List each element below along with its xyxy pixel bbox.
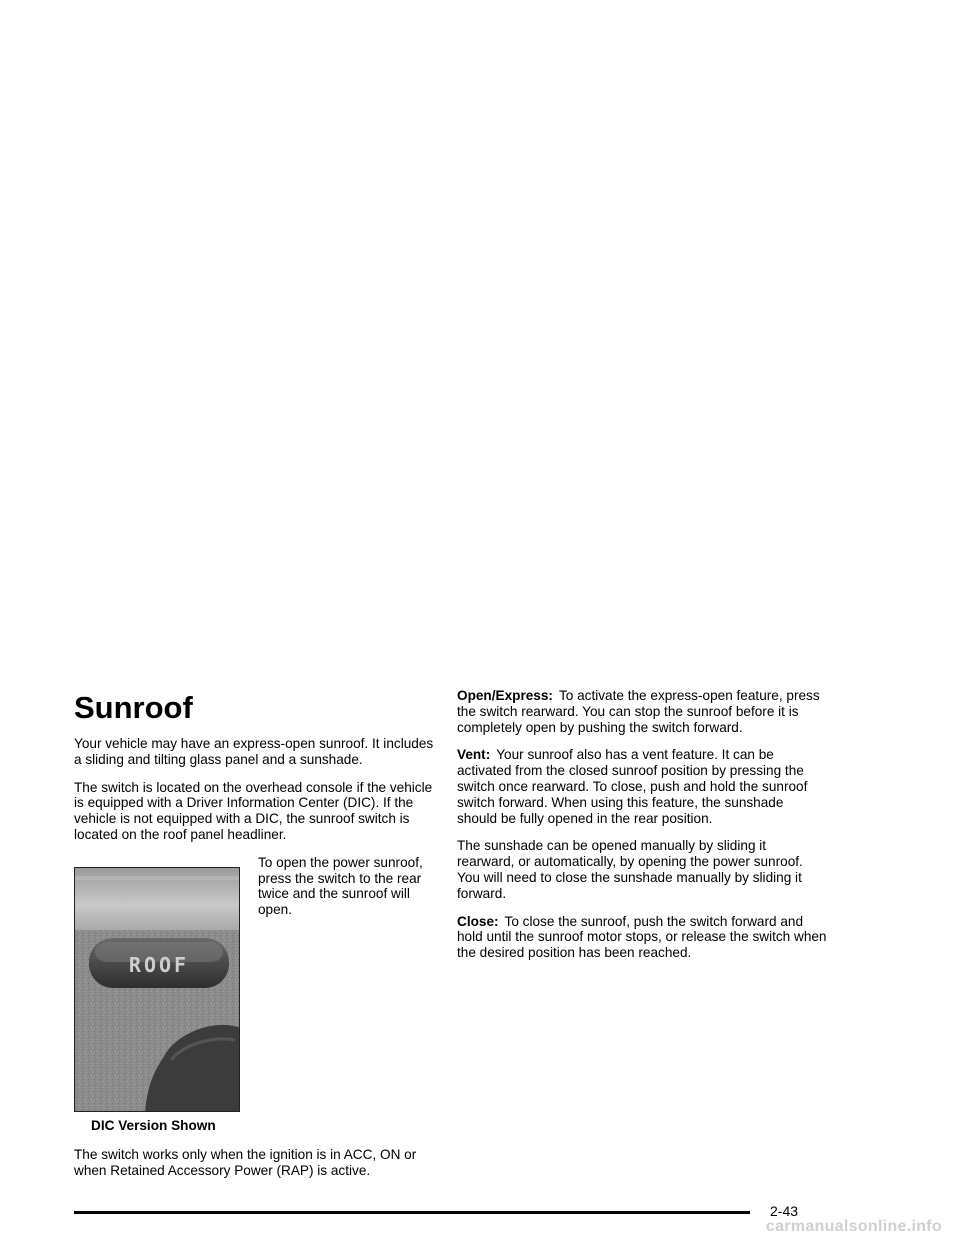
close-paragraph xyxy=(457,914,827,961)
left-column xyxy=(74,688,434,1190)
figure-caption: DIC Version Shown xyxy=(91,1117,216,1133)
figure-row xyxy=(74,855,434,1141)
open-express-term: Open/Express: xyxy=(457,688,553,703)
vent-paragraph xyxy=(457,747,827,826)
ignition-paragraph: The switch works only when the ignition is in ACC, ON or when Retained Accessory Power (RAP) is active. xyxy=(74,1146,417,1178)
sunroof-switch-photo xyxy=(74,867,240,1112)
page-title: Sunroof xyxy=(74,690,193,725)
intro-paragraph: Your vehicle may have an express-open sunroof. It includes a sliding and tilting glass panel and a sunshade. xyxy=(74,736,434,767)
footer-rule xyxy=(74,1211,750,1214)
open-instructions: To open the power sunroof, press the switch to the rear twice and the sunroof will open. xyxy=(258,854,423,918)
open-express-text: To activate the express-open feature, press the switch rearward. You can stop the sunroof before it is completely open by pushing the switch forward. xyxy=(457,688,820,735)
right-column xyxy=(457,688,827,973)
page-number: 2-43 xyxy=(770,1203,799,1219)
vent-term: Vent: xyxy=(457,747,491,763)
vent-text: Your sunroof also has a vent feature. It can be activated from the closed sunroof position by pressing the switch once rearward. To close, push and hold the sunroof switch forward. When using this feature, the sunshade should be fully opened in the rear position. xyxy=(457,747,808,826)
close-text: To close the sunroof, push the switch forward and hold until the sunroof motor stops, or release the switch when the desired position has been reached. xyxy=(457,913,827,961)
switch-location-paragraph: The switch is located on the overhead console if the vehicle is equipped with a Driver Information Center (DIC). If the vehicle is not equipped with a DIC, the sunroof switch is located on the roof panel headliner. xyxy=(74,779,433,842)
sunshade-paragraph: The sunshade can be opened manually by sliding it rearward, or automatically, by opening the power sunroof. You will need to close the sunshade manually by sliding it forward. xyxy=(457,838,803,901)
open-express-paragraph xyxy=(457,688,827,735)
watermark: carmanualsonline.info xyxy=(765,1218,942,1235)
close-term: Close: xyxy=(457,913,499,929)
roof-switch-label: ROOF xyxy=(128,952,190,977)
